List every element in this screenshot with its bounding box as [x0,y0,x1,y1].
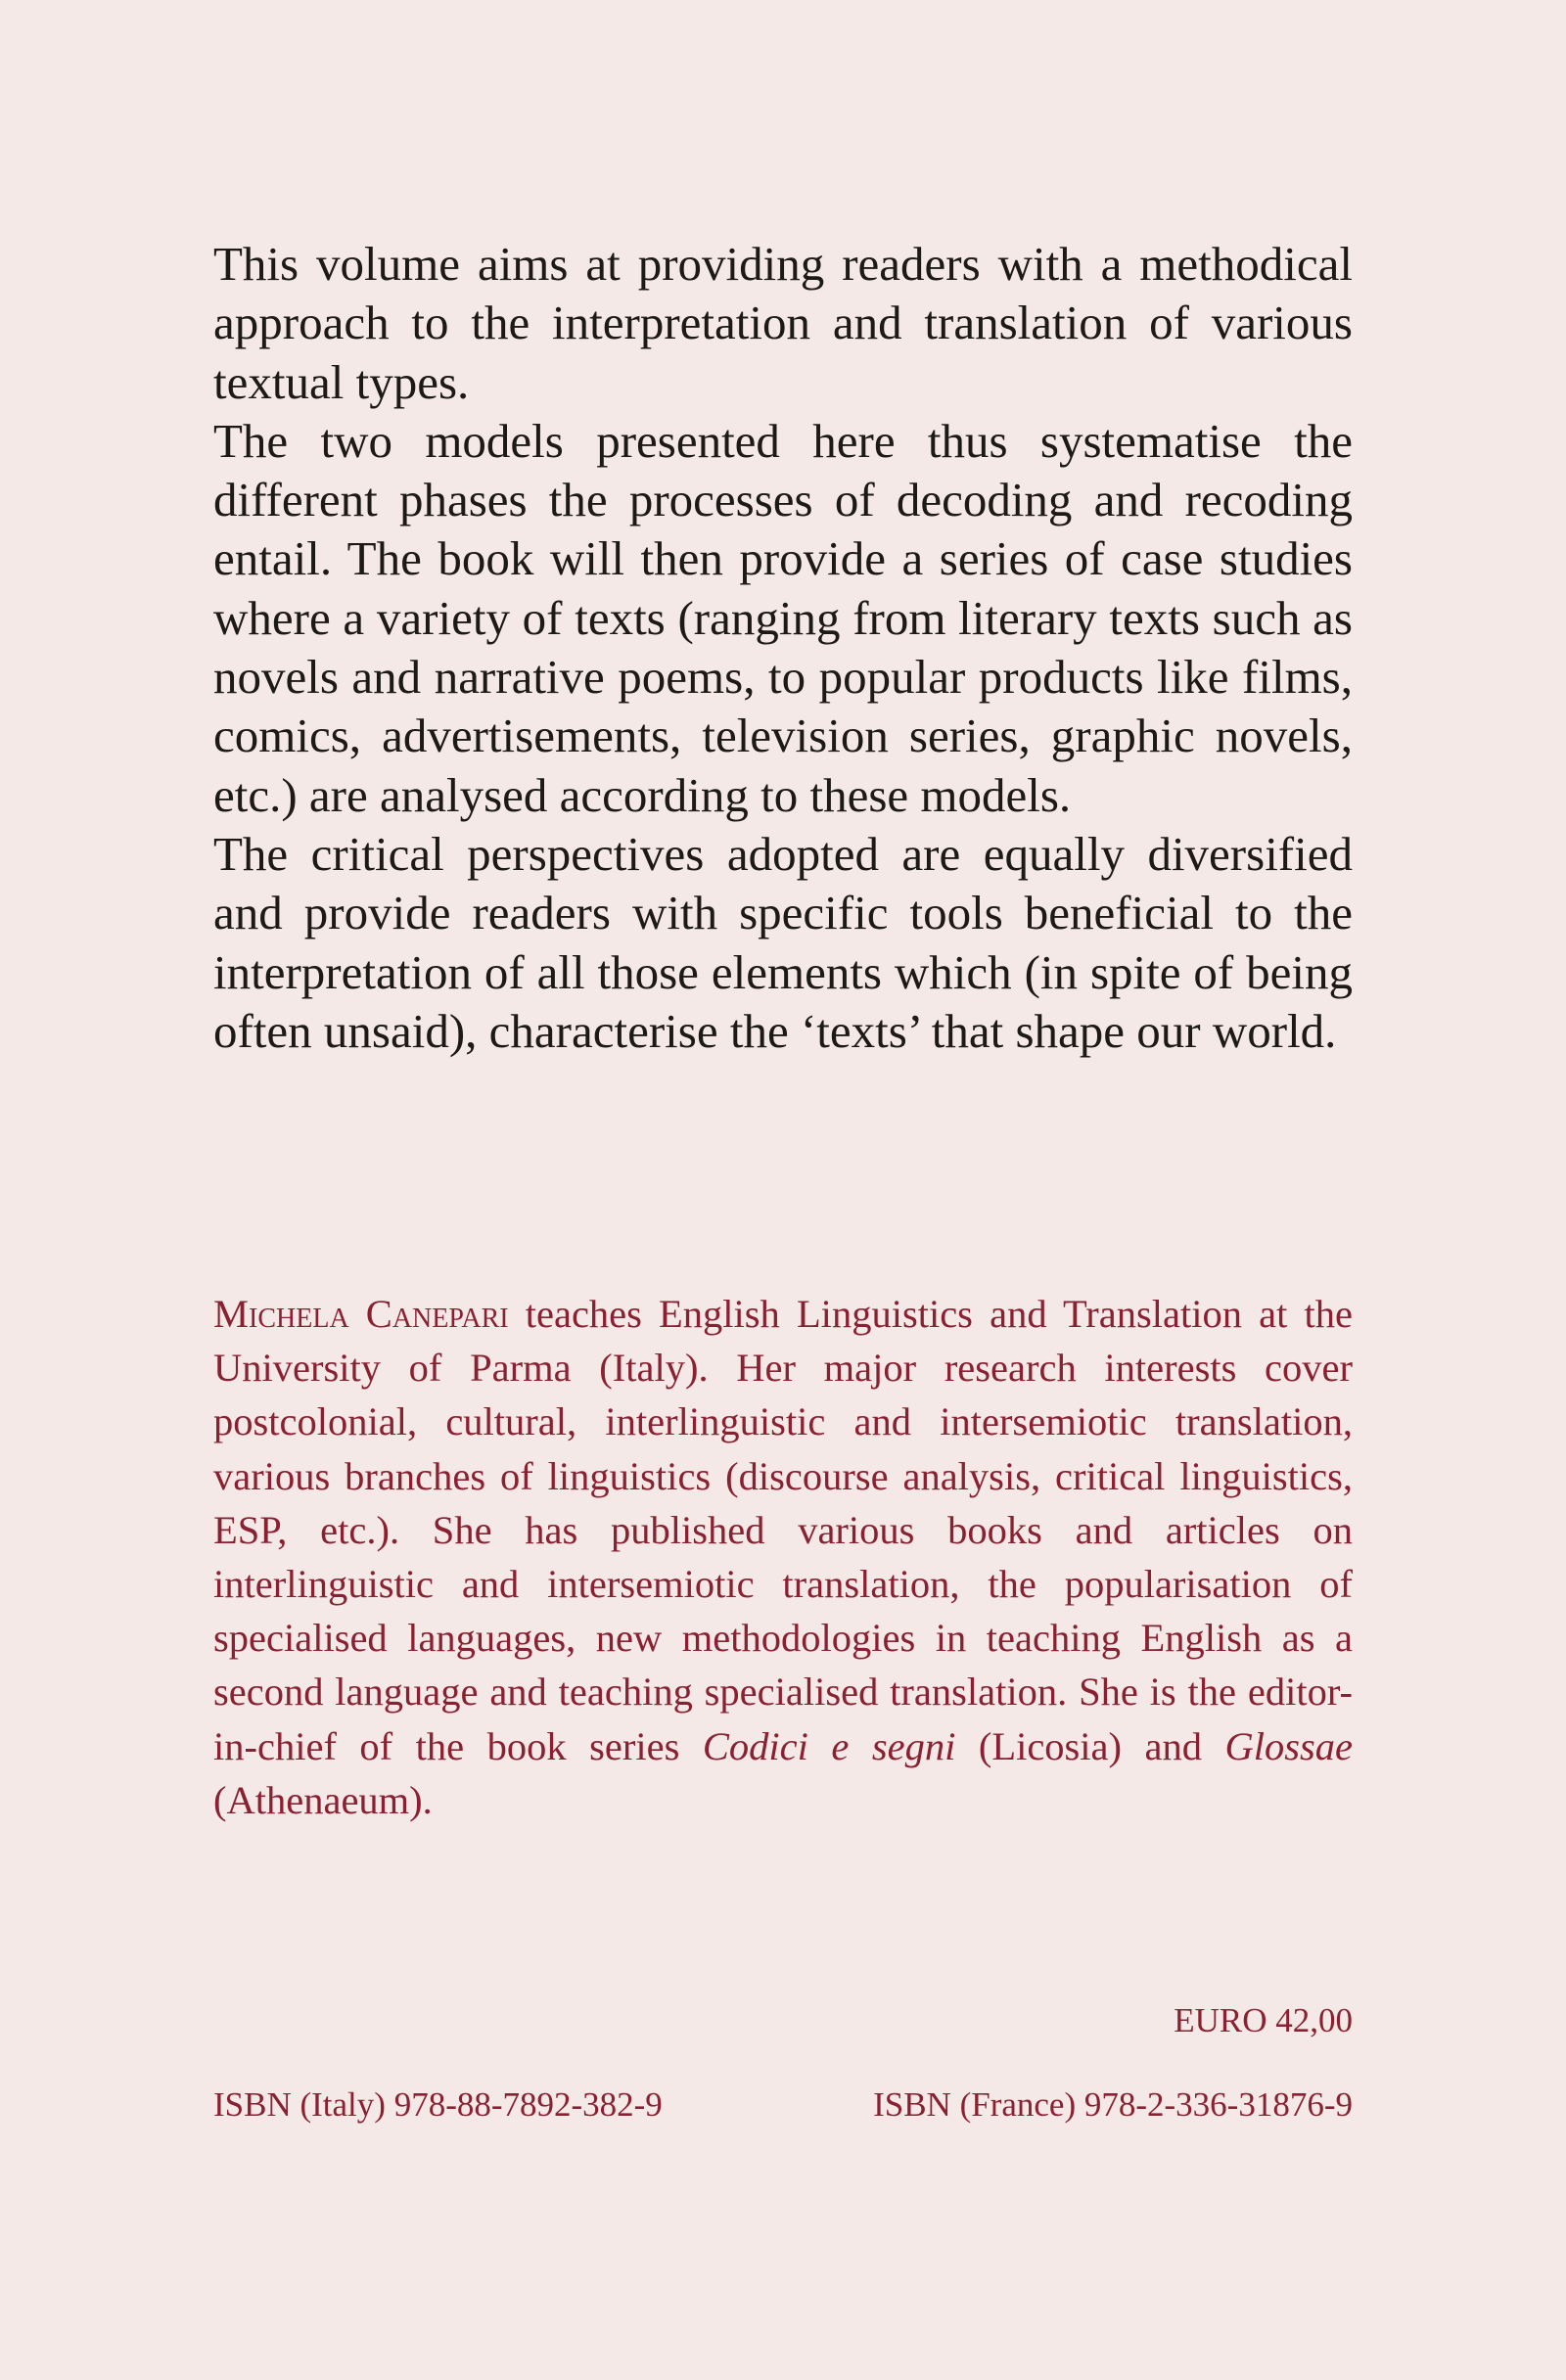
book-description [213,235,1353,1061]
bio-text-2: (Licosia) and [955,1723,1225,1768]
description-paragraph-1: This volume aims at providing readers with a methodical approach to the interpretation and translation of various textual types. [213,237,1353,409]
isbn-france: ISBN (France) 978-2-336-31876-9 [873,2085,1353,2124]
description-paragraph-2: The two models presented here thus systematise the different phases the processes of decoding and recoding entail. The book will then provide a series of case studies where a variety of texts (ranging from literary texts such as novels and narrative poems, to popular products like films, comics, advertisements, television series, graphic novels, etc.) are analysed according to these models. [213,413,1353,822]
description-paragraph-3: The critical perspectives adopted are equally diversified and provide readers with specific tools beneficial to the interpretation of all those elements which (in spite of being often unsaid), characterise the ‘texts’ that shape our world. [213,826,1353,1058]
isbn-row [213,2081,1353,2129]
price-label: EURO 42,00 [1174,2001,1353,2039]
bio-text-1: teaches English Linguistics and Translation at the University of Parma (Italy). Her major research interests cover postcolonial, cultural, interlinguistic and intersemiotic translation, various branches of linguistics (discourse analysis, critical linguistics, ESP, etc.). She has published various books and articles on interlinguistic and intersemiotic translation, the popularisation of specialised languages, new methodologies in teaching English as a second language and teaching specialised translation. She is the editor-in-chief of the book series [213,1292,1353,1768]
bio-text-3: (Athenaeum). [213,1777,433,1822]
author-name: Michela Canepari [213,1292,509,1336]
series-title-codici-e-segni: Codici e segni [702,1723,956,1768]
series-title-glossae: Glossae [1224,1723,1354,1768]
author-bio [213,1287,1353,1827]
isbn-italy: ISBN (Italy) 978-88-7892-382-9 [213,2085,663,2124]
